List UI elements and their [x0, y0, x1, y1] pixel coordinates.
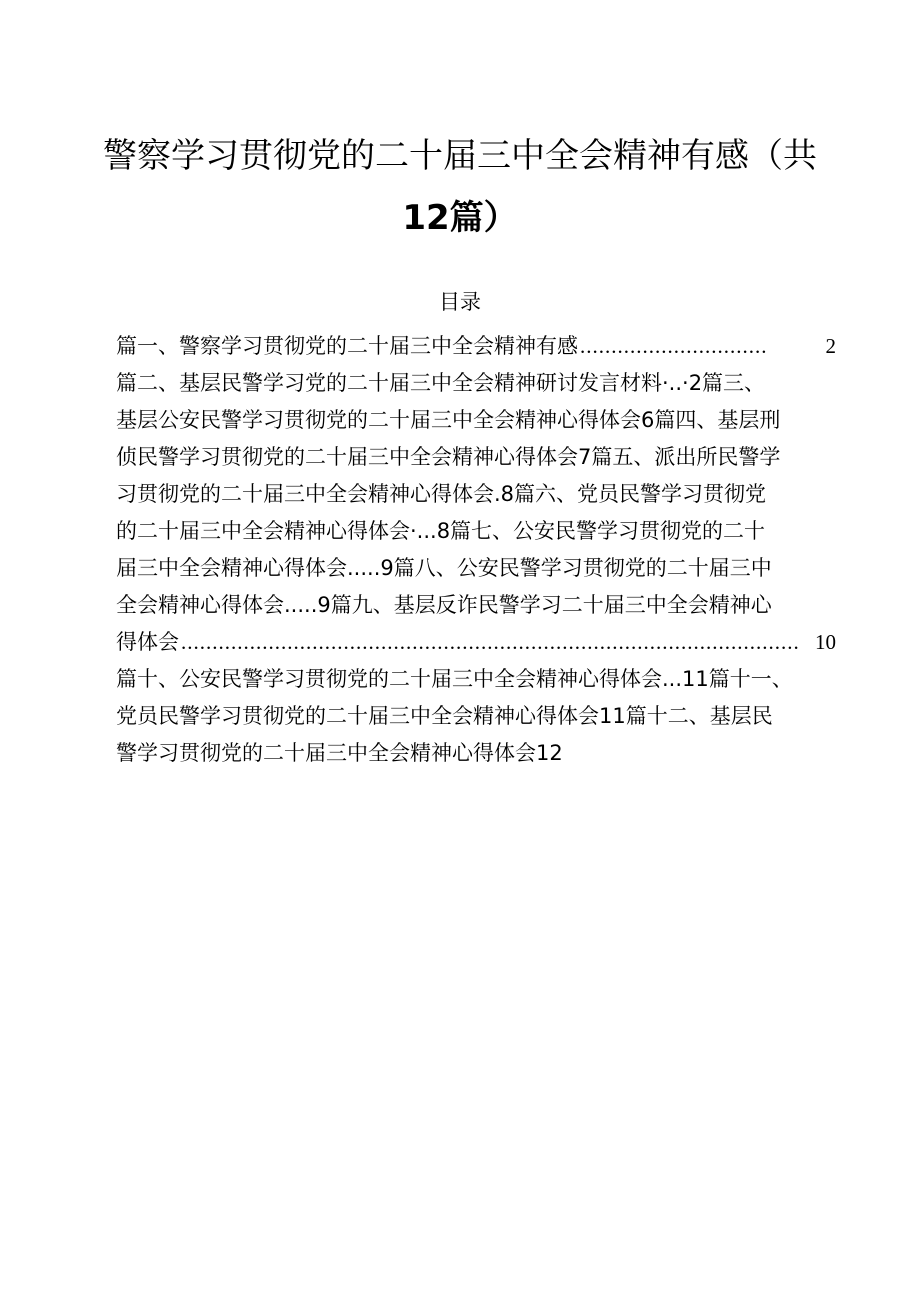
toc-line-text: 习贯彻党的二十届三中全会精神心得体会.8篇六、党员民警学习贯彻党 — [116, 482, 767, 506]
toc-entry-text: 篇一、警察学习贯彻党的二十届三中全会精神有感 — [116, 334, 578, 358]
toc-leader-dots: .............................. — [580, 334, 768, 358]
toc-line-text: 全会精神心得体会.....9篇九、基层反诈民警学习二十届三中全会精神心 — [116, 593, 772, 617]
toc-line[interactable] — [116, 587, 836, 624]
toc-line-text: 的二十届三中全会精神心得体会·...8篇七、公安民警学习贯彻党的二十 — [116, 519, 766, 543]
toc-line-text: 篇十、公安民警学习贯彻党的二十届三中全会精神心得体会...11篇十一、 — [116, 667, 793, 691]
toc-line[interactable] — [116, 735, 836, 772]
toc-line[interactable] — [116, 550, 836, 587]
toc-line[interactable] — [116, 698, 836, 735]
toc-leader-dots: ................................................................................................... — [181, 630, 800, 654]
document-title-line-1: 警察学习贯彻党的二十届三中全会精神有感（共 — [103, 136, 817, 176]
toc-line-text: 侦民警学习贯彻党的二十届三中全会精神心得体会7篇五、派出所民警学 — [116, 445, 781, 469]
table-of-contents — [116, 328, 836, 772]
toc-heading: 目录 — [439, 290, 481, 314]
document-title-line-2: 12篇） — [402, 198, 518, 238]
toc-line-text: 届三中全会精神心得体会.....9篇八、公安民警学习贯彻党的二十届三中 — [116, 556, 772, 580]
toc-line[interactable] — [116, 365, 836, 402]
toc-line-text: 基层公安民警学习贯彻党的二十届三中全会精神心得体会6篇四、基层刑 — [116, 408, 781, 432]
toc-line[interactable] — [116, 402, 836, 439]
toc-line[interactable] — [116, 439, 836, 476]
toc-entry[interactable] — [116, 328, 836, 365]
toc-page-number: 2 — [825, 334, 836, 358]
toc-line[interactable] — [116, 661, 836, 698]
toc-line[interactable] — [116, 476, 836, 513]
toc-entry[interactable] — [116, 624, 836, 661]
toc-line-text: 党员民警学习贯彻党的二十届三中全会精神心得体会11篇十二、基层民 — [116, 704, 773, 728]
toc-line-text: 篇二、基层民警学习党的二十届三中全会精神研讨发言材料·..·2篇三、 — [116, 371, 766, 395]
toc-entry-text: 得体会 — [116, 630, 179, 654]
toc-line-text: 警学习贯彻党的二十届三中全会精神心得体会12 — [116, 741, 563, 765]
toc-page-number: 10 — [815, 630, 836, 654]
toc-line[interactable] — [116, 513, 836, 550]
